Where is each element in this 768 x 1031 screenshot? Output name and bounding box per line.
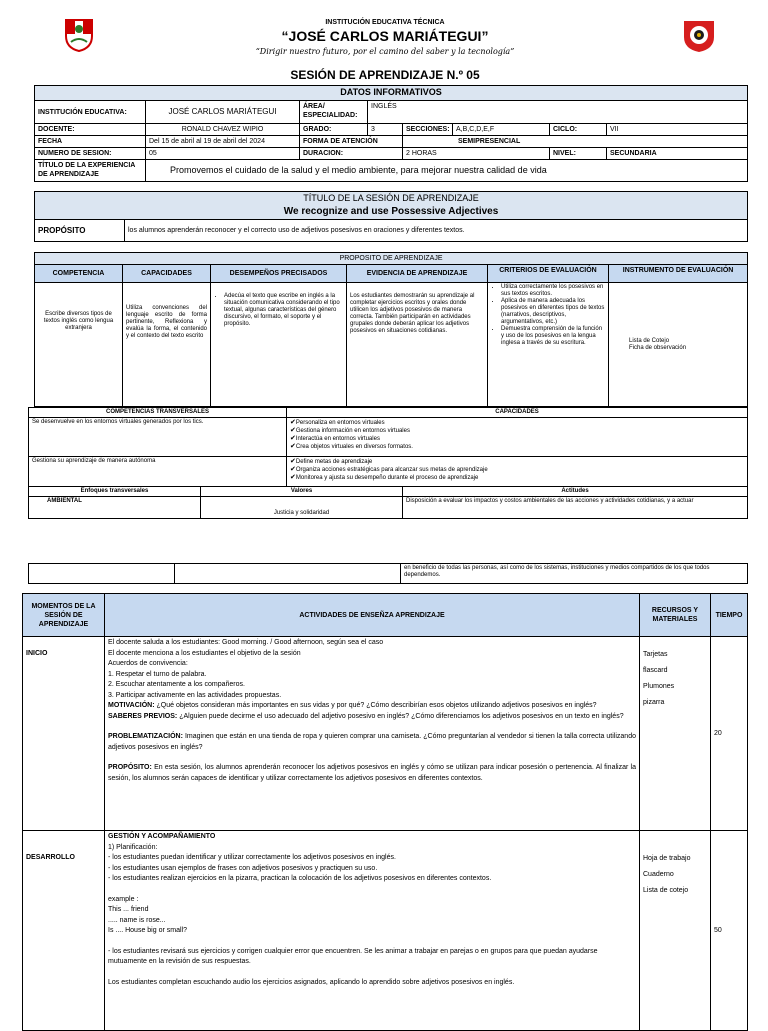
num-sesion-value: 05	[146, 148, 300, 160]
desempeno-cell	[211, 283, 347, 407]
example-item: Is .... House big or small?	[108, 927, 187, 934]
proposito-aprendizaje-table	[34, 252, 748, 407]
recurso-item: pizarra	[643, 699, 665, 706]
duracion-value: 2 HORAS	[403, 148, 550, 160]
recurso-item: Hoja de trabajo	[643, 855, 691, 862]
proposito-value: los alumnos aprenderán reconocer y el correcto uso de adjetivos posesivos en oraciones y diferentes textos.	[125, 220, 748, 242]
header-tiempo: TIEMPO	[711, 594, 748, 637]
instrumento-item: Lista de Cotejo	[629, 337, 670, 344]
saberes-label: SABERES PREVIOS:	[108, 712, 178, 720]
desarrollo-tiempo: 50	[711, 831, 748, 1031]
nivel-label: NIVEL:	[550, 148, 607, 160]
secciones-label: SECCIONES:	[403, 124, 453, 136]
capacidad-item: ✔ Organiza acciones estratégicas para alcanzar sus metas de aprendizaje	[290, 466, 744, 474]
desarrollo-bullet: - los estudiantes realizan ejercicios en la pizarra, practican la colocación de los adjetivos posesivos en diferentes contextos.	[108, 875, 492, 882]
duracion-label: DURACION:	[300, 148, 403, 160]
inicio-tiempo: 20	[711, 637, 748, 831]
institucion-label: INSTITUCIÓN EDUCATIVA:	[35, 101, 146, 124]
sesion-title-label: TÍTULO DE LA SESIÓN DE APRENDIZAJE	[35, 192, 748, 206]
desarrollo-bullet: - los estudiantes puedan identificar y utilizar correctamente los adjetivos posesivos en inglés.	[108, 854, 396, 861]
inicio-line: 2. Escuchar atentamente a los compañeros.	[108, 681, 245, 688]
nivel-value: SECUNDARIA	[607, 148, 748, 160]
inicio-line: El docente menciona a los estudiantes el objetivo de la sesión	[108, 649, 301, 657]
capacidad-item: ✔ Interactúa en entornos virtuales	[290, 435, 744, 443]
titulo-exp-value: Promovemos el cuidado de la salud y el medio ambiente, para mejorar nuestra calidad de vida	[146, 160, 748, 182]
proposito-paragraph	[108, 763, 636, 784]
school-motto: “Dirigir nuestro futuro, por el camino del saber y la tecnología”	[255, 47, 515, 56]
recurso-item: Plumones	[643, 683, 675, 690]
revisa-text: - los estudiantes revisará sus ejercicios y corrigen cualquier error que encuentren. Se les animar a trabajar en parejas o en grupos para que puedan ayudarse mutuamente en la revisión de sus respuestas.	[108, 947, 598, 965]
grado-label: GRADO:	[300, 124, 368, 136]
planificacion: 1) Planificación:	[108, 843, 158, 851]
sesion-title-value: We recognize and use Possessive Adjectives	[35, 205, 748, 220]
saberes-text: ¿Alguien puede decirme el uso adecuado del adjetivo posesivo en inglés? ¿Cómo diferenciamos los adjetivos posesivos en un texto en inglés?	[179, 712, 624, 720]
capacidades-2-cell	[287, 457, 748, 487]
institution-line: INSTITUCIÓN EDUCATIVA TÉCNICA	[325, 19, 445, 26]
num-sesion-label: NUMERO DE SESION:	[35, 148, 146, 160]
recurso-item: flascard	[643, 667, 668, 674]
forma-value: SEMIPRESENCIAL	[403, 136, 748, 148]
enfoque-value: AMBIENTAL	[29, 497, 201, 519]
motivacion-paragraph	[108, 701, 636, 712]
transversales-header: COMPETENCIAS TRANSVERSALES	[29, 408, 287, 418]
datos-informativos-table	[34, 85, 748, 182]
valores-header: Valores	[201, 487, 403, 497]
competencia-transversal-1: Se desenvuelve en los entornos virtuales generados por los tics.	[29, 418, 287, 457]
capacidad-item: ✔ Personaliza en entornos virtuales	[290, 419, 744, 427]
transversales-table	[28, 407, 748, 519]
problem-label: PROBLEMATIZACIÓN:	[108, 733, 183, 740]
problem-text: Imaginen que están en una tienda de ropa y quieren comprar una camiseta. ¿Cómo preguntarían al vendedor si tienen la talla correcta utilizando adjetivos posesivos en inglés?	[108, 733, 636, 751]
empty-cell	[29, 564, 175, 584]
capacidad-item: ✔ Define metas de aprendizaje	[290, 458, 744, 466]
docente-value: RONALD CHAVEZ WIPIO	[146, 124, 300, 136]
session-title: SESIÓN DE APRENDIZAJE N.º 05	[290, 68, 480, 82]
proposito-label: PROPÓSITO	[35, 220, 125, 242]
enfoques-header: Enfoques transversales	[29, 487, 201, 497]
actitud-continuation-table	[28, 563, 748, 584]
criterio-item: • Demuestra comprensión de la función y uso de los posesivos en la lengua inglesa a través de su escritura.	[501, 326, 605, 347]
audio-text: Los estudiantes completan escuchando audio los ejercicios asignados, aplicando lo aprendido sobre adjetivos posesivos en inglés.	[108, 978, 515, 986]
desarrollo-recursos	[640, 831, 711, 1031]
recurso-item: Cuaderno	[643, 871, 674, 878]
example-item: ..... name is rose...	[108, 916, 166, 924]
header-criterios: CRITERIOS DE EVALUACIÓN	[488, 265, 609, 283]
ciclo-value: VII	[607, 124, 748, 136]
actitudes-header: Actitudes	[403, 487, 748, 497]
capacidad-item: ✔ Monitorea y ajusta su desempeño durante el proceso de aprendizaje	[290, 474, 744, 482]
header-capacidades: CAPACIDADES	[123, 265, 211, 283]
competencia-text: Escribe diversos tipos de textos inglés como lengua extranjera	[35, 283, 123, 407]
capacidad-item: ✔ Crea objetos virtuales en diversos formatos.	[290, 443, 744, 451]
inicio-line: 1. Respetar el turno de palabra.	[108, 670, 207, 678]
area-value: INGLÉS	[368, 101, 748, 124]
grado-value: 3	[368, 124, 403, 136]
datos-title: DATOS INFORMATIVOS	[35, 86, 748, 101]
example-item: This ... friend	[108, 906, 149, 913]
school-name: “JOSÉ CARLOS MARIÁTEGUI”	[281, 28, 489, 44]
motivacion-label: MOTIVACIÓN:	[108, 702, 155, 709]
actividades-table	[22, 593, 748, 1031]
competencia-transversal-2: Gestiona su aprendizaje de manera autónoma	[29, 457, 287, 487]
desempeno-text: • Adecúa el texto que escribe en inglés a la situación comunicativa considerando el tipo textual, algunas características del género discursivo, el formato, el soporte y el propósito.	[224, 293, 343, 328]
valor-value: Justicia y solidaridad	[201, 497, 403, 519]
empty-cell	[175, 564, 401, 584]
proposito-inicio-label: PROPÓSITO:	[108, 764, 152, 771]
desarrollo-bullet: - los estudiantes usan ejemplos de frases con adjetivos posesivos y practiquen su uso.	[108, 864, 378, 872]
left-crest-icon	[62, 16, 96, 52]
saberes-paragraph	[108, 712, 636, 723]
inicio-recursos	[640, 637, 711, 831]
ciclo-label: CICLO:	[550, 124, 607, 136]
evidencia-text: Los estudiantes demostrarán su aprendizaje al completar ejercicios escritos y orales donde utilicen los adjetivos posesivos de manera correcta. También participarán en actividades grupales donde deberán aplicar los adjetivos posesivos en situaciones cotidianas.	[347, 283, 488, 407]
area-label: ÁREA/ ESPECIALIDAD:	[300, 101, 368, 124]
instrumento-cell	[609, 283, 748, 407]
right-school-logo	[682, 17, 716, 53]
criterios-cell	[488, 283, 609, 407]
inicio-line: 3. Participar activamente en las actividades propuestas.	[108, 691, 282, 699]
desarrollo-heading: GESTIÓN Y ACOMPAÑAMIENTO	[108, 833, 216, 840]
inicio-content	[105, 637, 640, 831]
proposito-aprendizaje-title: PROPOSITO DE APRENDIZAJE	[35, 253, 748, 265]
instrumento-item: Ficha de observación	[629, 344, 687, 351]
capacidad-item: ✔ Gestiona información en entornos virtuales	[290, 427, 744, 435]
header-actividades: ACTIVIDADES DE ENSEÑZA APRENDIZAJE	[105, 594, 640, 637]
capacidades-1-cell	[287, 418, 748, 457]
proposito-inicio-text: En esta sesión, los alumnos aprenderán reconocer los adjetivos posesivos en inglés y cómo se utilizan para indicar posesión o pertenencia. Al finalizar la sesión, los alumnos serán capaces de identificar y utilizar correctamente los adjetivos posesivos en diferentes contextos.	[108, 764, 636, 782]
example-label: example :	[108, 895, 139, 903]
header-momentos: MOMENTOS DE LA SESIÓN DE APRENDIZAJE	[23, 594, 105, 637]
docente-label: DOCENTE:	[35, 124, 146, 136]
capacidades-text: Utiliza convenciones del lenguaje escrito de forma pertinente, Reflexiona y evalúa la forma, el contenido y el contexto del texto escrito	[123, 283, 211, 407]
recurso-item: Tarjetas	[643, 651, 668, 658]
sesion-title-table	[34, 191, 748, 242]
titulo-exp-label: TÍTULO DE LA EXPERIENCIA DE APRENDIZAJE	[35, 160, 146, 182]
inicio-line: Acuerdos de convivencia:	[108, 660, 188, 667]
inicio-label: INICIO	[23, 637, 105, 831]
fecha-value: Del 15 de abril al 19 de abril del 2024	[146, 136, 300, 148]
institucion-value: JOSÉ CARLOS MARIÁTEGUI	[146, 101, 300, 124]
criterio-item: • Aplica de manera adecuada los posesivos en diferentes tipos de textos (narrativos, descriptivos, argumentativos, etc.)	[501, 298, 605, 326]
recurso-item: Lista de cotejo	[643, 887, 689, 894]
criterio-item: • Utiliza correctamente los posesivos en sus textos escritos.	[501, 284, 605, 298]
header-desempenos: DESEMPEÑOS PRECISADOS	[211, 265, 347, 283]
header-recursos: RECURSOS Y MATERIALES	[640, 594, 711, 637]
secciones-value: A,B,C,D,E,F	[453, 124, 550, 136]
header-competencia: COMPETENCIA	[35, 265, 123, 283]
header-instrumento: INSTRUMENTO DE EVALUACIÓN	[609, 265, 748, 283]
actitud-continuation: en beneficio de todas las personas, así como de los sistemas, instituciones y medios compartidos de los que todos dependemos.	[401, 564, 748, 584]
actitud-value: Disposición a evaluar los impactos y costos ambientales de las acciones y actividades cotidianas, y a actuar	[403, 497, 748, 519]
desarrollo-content	[105, 831, 640, 1031]
header-evidencia: EVIDENCIA DE APRENDIZAJE	[347, 265, 488, 283]
forma-label: FORMA DE ATENCIÓN	[300, 136, 403, 148]
inicio-line: El docente saluda a los estudiantes: Good morning. / Good afternoon, según sea el caso	[108, 639, 384, 646]
problem-paragraph	[108, 732, 636, 753]
transversales-capacidades-header: CAPACIDADES	[287, 408, 748, 418]
motivacion-text: ¿Qué objetos consideran más importantes en sus vidas y por qué? ¿Cómo describirían esos objetos utilizando adjetivos posesivos en inglés?	[156, 702, 597, 709]
desarrollo-label: DESARROLLO	[23, 831, 105, 1031]
fecha-label: FECHA	[35, 136, 146, 148]
